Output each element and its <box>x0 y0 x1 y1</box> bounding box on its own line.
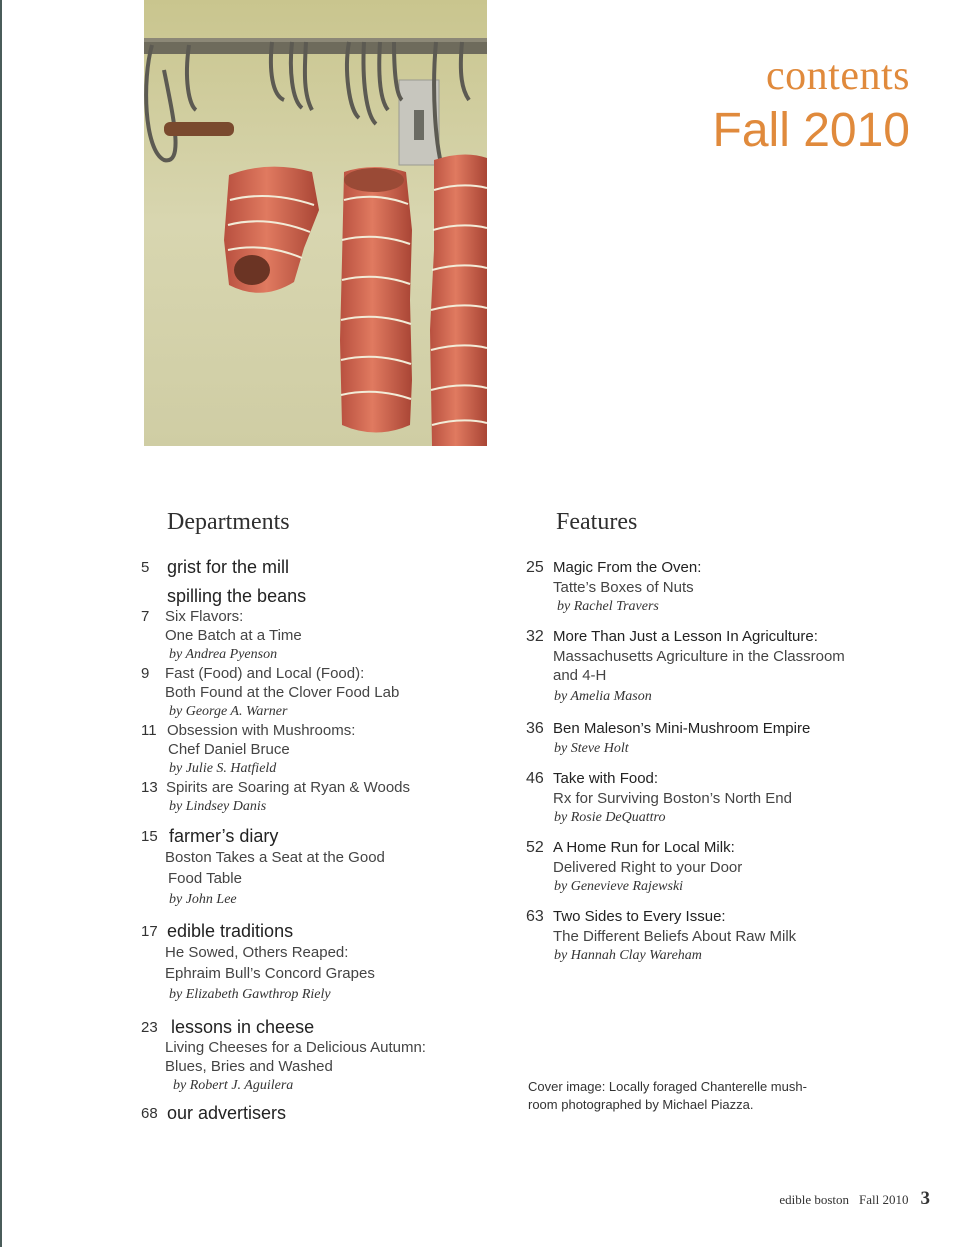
article-subtitle-line2: One Batch at a Time <box>165 627 302 644</box>
departments-list <box>141 556 471 1124</box>
article-subtitle: Tatte’s Boxes of Nuts <box>553 579 694 596</box>
page-number: 9 <box>141 665 150 682</box>
toc-entry[interactable] <box>141 1102 471 1124</box>
byline: by George A. Warner <box>169 704 288 719</box>
page-edge-rule <box>0 0 2 1247</box>
byline: by Hannah Clay Wareham <box>554 948 702 963</box>
toc-entry[interactable] <box>141 556 471 578</box>
feature-title: Magic From the Oven: <box>553 559 702 576</box>
article-subtitle: Living Cheeses for a Delicious Autumn: <box>165 1039 426 1056</box>
footer-publication: edible boston <box>779 1192 850 1207</box>
byline: by Lindsey Danis <box>169 799 267 814</box>
page-number: 52 <box>526 839 544 856</box>
toc-entry[interactable] <box>141 825 471 911</box>
page-number: 23 <box>141 1019 158 1036</box>
article-subtitle: Delivered Right to your Door <box>553 859 743 876</box>
article-subtitle: Spirits are Soaring at Ryan & Woods <box>166 779 411 796</box>
byline: by Robert J. Aguilera <box>173 1078 294 1093</box>
toc-entry[interactable] <box>141 585 471 607</box>
byline: by Genevieve Rajewski <box>554 879 684 894</box>
department-title: grist for the mill <box>167 557 290 577</box>
toc-entry[interactable] <box>141 778 471 816</box>
byline: by Julie S. Hatfield <box>169 761 277 776</box>
toc-entry[interactable] <box>526 558 886 616</box>
article-subtitle: Boston Takes a Seat at the Good <box>165 849 385 866</box>
article-subtitle: He Sowed, Others Reaped: <box>165 944 349 961</box>
page-footer <box>779 1188 930 1210</box>
byline: by Rachel Travers <box>557 599 659 614</box>
page-number: 7 <box>141 608 150 625</box>
departments-heading: Departments <box>167 509 290 535</box>
article-subtitle-line2: Chef Daniel Bruce <box>168 741 290 758</box>
page-number: 32 <box>526 628 544 645</box>
feature-title: A Home Run for Local Milk: <box>553 839 735 856</box>
page-number: 46 <box>526 770 544 787</box>
page-number: 63 <box>526 908 544 925</box>
article-subtitle-line2: Both Found at the Clover Food Lab <box>165 684 400 701</box>
page-number: 17 <box>141 923 158 940</box>
byline: by Steve Holt <box>554 741 629 756</box>
department-title: lessons in cheese <box>171 1017 315 1037</box>
byline: by Andrea Pyenson <box>169 647 278 662</box>
features-list <box>526 558 886 965</box>
feature-title: Ben Maleson’s Mini-Mushroom Empire <box>553 720 811 737</box>
footer-issue: Fall 2010 <box>859 1192 909 1207</box>
toc-entry[interactable] <box>526 627 886 708</box>
page-number: 13 <box>141 779 158 796</box>
article-subtitle: The Different Beliefs About Raw Milk <box>553 928 797 945</box>
article-subtitle: Rx for Surviving Boston’s North End <box>553 790 792 807</box>
contents-heading: contents <box>766 53 910 99</box>
page-number: 11 <box>141 722 157 739</box>
article-subtitle: Massachusetts Agriculture in the Classroom <box>553 648 845 665</box>
department-title: our advertisers <box>167 1103 287 1123</box>
toc-entry[interactable] <box>141 607 471 664</box>
caption-line: room photographed by Michael Piazza. <box>528 1097 754 1112</box>
toc-entry[interactable] <box>526 719 886 758</box>
cover-photo-hanging-sausages <box>144 0 487 446</box>
department-title: edible traditions <box>167 921 294 941</box>
article-subtitle-line2: Food Table <box>168 870 242 887</box>
cover-caption <box>528 1078 848 1114</box>
article-subtitle: Fast (Food) and Local (Food): <box>165 665 365 682</box>
article-subtitle-line2: and 4-H <box>553 667 607 684</box>
department-title: farmer’s diary <box>169 826 279 846</box>
byline: by Elizabeth Gawthrop Riely <box>169 987 331 1002</box>
byline: by John Lee <box>169 892 237 907</box>
footer-page-number: 3 <box>920 1188 930 1209</box>
toc-entry[interactable] <box>526 769 886 827</box>
toc-entry[interactable] <box>526 907 886 965</box>
page-number: 5 <box>141 559 150 576</box>
toc-entry[interactable] <box>141 920 471 1006</box>
page-number: 15 <box>141 828 158 845</box>
page-number: 36 <box>526 720 544 737</box>
article-subtitle: Obsession with Mushrooms: <box>167 722 356 739</box>
article-subtitle-line2: Blues, Bries and Washed <box>165 1058 333 1075</box>
page-number: 68 <box>141 1105 158 1122</box>
department-title: spilling the beans <box>167 586 307 606</box>
toc-entry[interactable] <box>141 1016 471 1095</box>
feature-title: Take with Food: <box>553 770 659 787</box>
toc-entry[interactable] <box>141 721 471 778</box>
features-heading: Features <box>556 509 638 535</box>
byline: by Rosie DeQuattro <box>554 810 666 825</box>
page-number: 25 <box>526 559 544 576</box>
caption-line: Cover image: Locally foraged Chanterelle mush- <box>528 1079 807 1094</box>
toc-entry[interactable] <box>526 838 886 896</box>
issue-heading: Fall 2010 <box>712 104 910 157</box>
article-subtitle: Six Flavors: <box>165 608 244 625</box>
byline: by Amelia Mason <box>554 689 652 704</box>
feature-title: Two Sides to Every Issue: <box>553 908 726 925</box>
article-subtitle-line2: Ephraim Bull’s Concord Grapes <box>165 965 375 982</box>
feature-title: More Than Just a Lesson In Agriculture: <box>553 628 818 645</box>
toc-entry[interactable] <box>141 664 471 721</box>
